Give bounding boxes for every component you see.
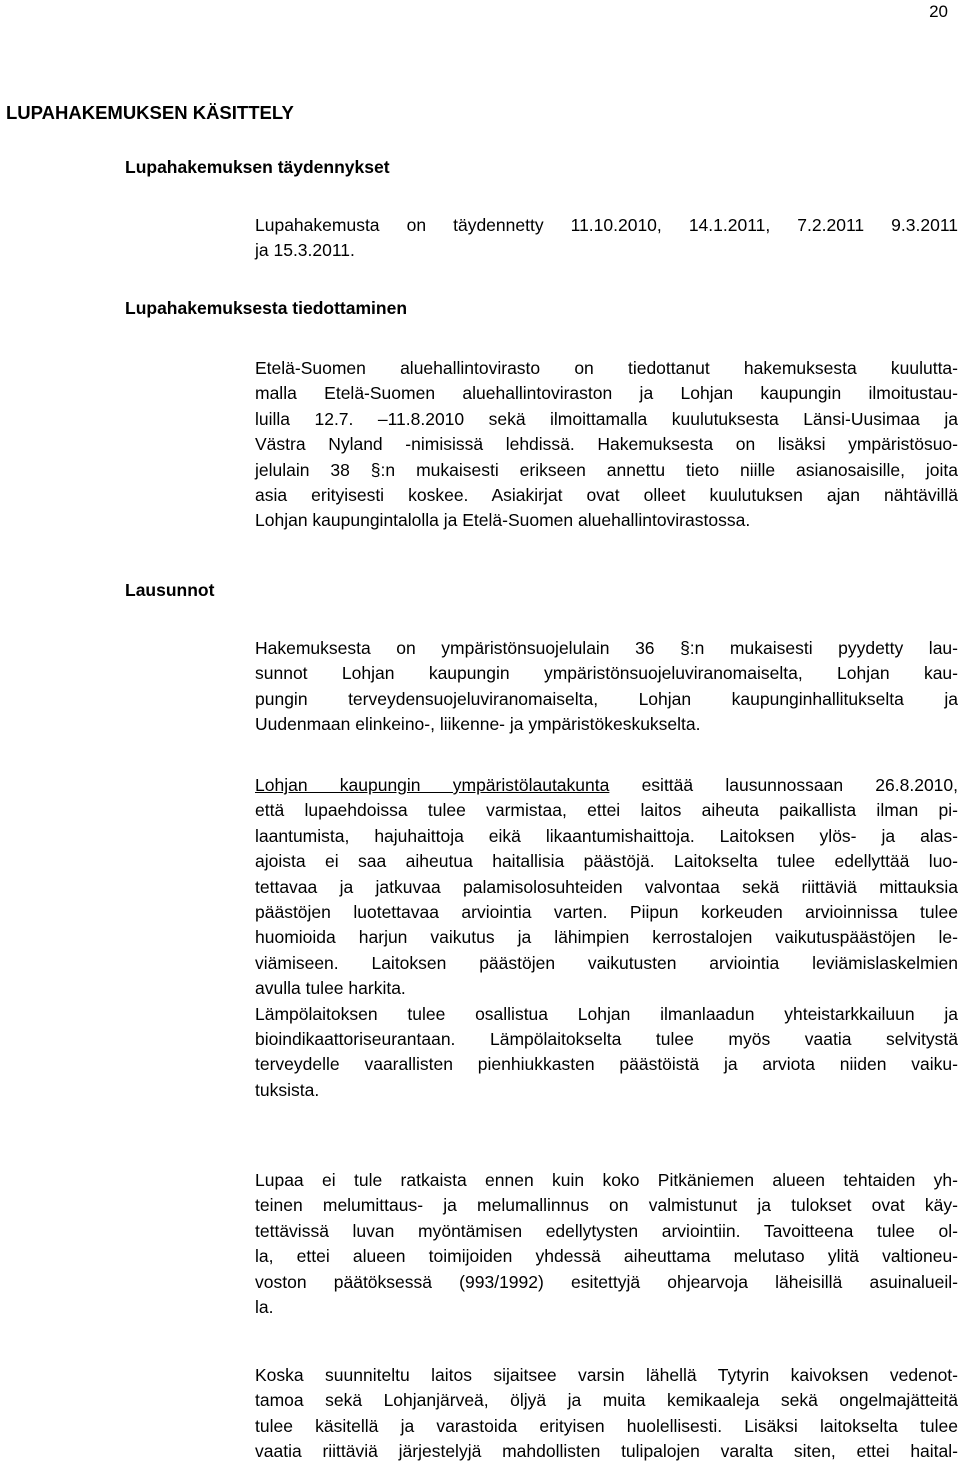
text-line: bioindikaattoriseurantaan. Lämpölaitokselta tulee myös vaatia selvitystä	[255, 1029, 958, 1050]
text-line: ja 15.3.2011.	[255, 240, 355, 261]
text-line: vaatia riittäviä järjestelyjä mahdollisten tulipalojen varalta siten, ettei haital-	[255, 1441, 958, 1462]
text-line: Västra Nyland -nimisissä lehdissä. Hakemuksesta on lisäksi ympäristösuo-	[255, 434, 958, 455]
section-heading-taydennykset: Lupahakemuksen täydennykset	[125, 157, 390, 177]
text-line: sunnot Lohjan kaupungin ympäristönsuojeluviranomaiselta, Lohjan kau-	[255, 663, 958, 684]
text-line: Lupahakemusta on täydennetty 11.10.2010, 14.1.2011, 7.2.2011 9.3.2011	[255, 215, 958, 235]
text-line: tettävissä luvan myöntämisen edellytysten arviointiin. Tavoitteena tulee ol-	[255, 1220, 958, 1241]
text-line	[255, 773, 958, 798]
text-line: Etelä-Suomen aluehallintovirasto on tiedottanut hakemuksesta kuulutta-	[255, 358, 958, 378]
text-line: Uudenmaan elinkeino-, liikenne- ja ympäristökeskukselta.	[255, 714, 701, 735]
text-line: jelulain 38 §:n mukaisesti erikseen annettu tieto niille asianosaisille, joita	[255, 459, 958, 480]
text-line: avulla tulee harkita.	[255, 978, 406, 999]
text-line: pungin terveydensuojeluviranomaiselta, Lohjan kaupunginhallitukselta ja	[255, 688, 958, 709]
text-line: ajoista ei saa aiheutua haitallisia päästöjä. Laitokselta tulee edellyttää luo-	[255, 851, 958, 872]
text-line: teinen melumittaus- ja melumallinnus on valmistunut ja tulokset ovat käy-	[255, 1195, 958, 1216]
section-heading-lausunnot: Lausunnot	[125, 580, 215, 600]
text-line: päästöjen luotettavaa arviointia varten. Piipun korkeuden arvioinnissa tulee	[255, 902, 958, 923]
text-fragment: esittää lausunnossaan 26.8.2010,	[609, 775, 959, 795]
text-line: tettavaa ja jatkuvaa palamisolosuhteiden valvontaa sekä riittäviä mittauksia	[255, 876, 958, 897]
text-line: la.	[255, 1297, 274, 1318]
text-line: asia erityisesti koskee. Asiakirjat ovat olleet kuulutuksen ajan nähtävillä	[255, 485, 958, 506]
text-line: Lämpölaitoksen tulee osallistua Lohjan ilmanlaadun yhteistarkkailuun ja	[255, 1003, 958, 1024]
text-line: Lupaa ei tule ratkaista ennen kuin koko Pitkäniemen alueen tehtaiden yh-	[255, 1170, 958, 1190]
text-line: tamoa sekä Lohjanjärveä, öljyä ja muita kemikaaleja sekä ongelmajätteitä	[255, 1390, 958, 1411]
text-line: tuksista.	[255, 1079, 320, 1100]
paragraph-lausunnot-3	[255, 1168, 958, 1320]
paragraph-taydennykset	[255, 213, 958, 264]
paragraph-lausunnot-1	[255, 636, 958, 738]
text-line: la, ettei alueen toimijoiden yhdessä aiheuttama melutaso ylitä valtioneu-	[255, 1246, 958, 1267]
text-line: laantumista, hajuhaittoja eikä likaantumishaittoja. Laitoksen ylös- ja alas-	[255, 825, 958, 846]
text-line: että lupaehdoissa tulee varmistaa, ettei laitos aiheuta paikallista ilman pi-	[255, 800, 958, 821]
paragraph-tiedottaminen	[255, 356, 958, 534]
underlined-authority-name: Lohjan kaupungin ympäristölautakunta	[255, 775, 610, 795]
text-line: terveydelle vaarallisten pienhiukkasten päästöistä ja arviota niiden vaiku-	[255, 1054, 958, 1075]
paragraph-lausunnot-2	[255, 773, 958, 1103]
text-line: voston päätöksessä (993/1992) esitettyjä ohjearvoja läheisillä asuinalueil-	[255, 1271, 958, 1292]
text-line: luilla 12.7. –11.8.2010 sekä ilmoittamalla kuulutuksesta Länsi-Uusimaa ja	[255, 408, 958, 429]
text-line: Hakemuksesta on ympäristönsuojelulain 36 §:n mukaisesti pyydetty lau-	[255, 638, 958, 658]
text-line: tulee käsitellä ja varastoida erityisen huolellisesti. Lisäksi laitokselta tulee	[255, 1415, 958, 1436]
section-heading-tiedottaminen: Lupahakemuksesta tiedottaminen	[125, 298, 408, 318]
text-line: viämiseen. Laitoksen päästöjen vaikutusten arviointia leviämislaskelmien	[255, 952, 958, 973]
page-number: 20	[929, 2, 948, 21]
text-line: huomioida harjun vaikutus ja lähimpien kerrostalojen vaikutuspäästöjen le-	[255, 927, 958, 948]
text-line: Koska suunniteltu laitos sijaitsee varsin lähellä Tytyrin kaivoksen vedenot-	[255, 1365, 958, 1385]
text-line: Lohjan kaupungintalolla ja Etelä-Suomen aluehallintovirastossa.	[255, 510, 751, 531]
main-heading: LUPAHAKEMUKSEN KÄSITTELY	[6, 102, 294, 123]
text-line: malla Etelä-Suomen aluehallintoviraston ja Lohjan kaupungin ilmoitustau-	[255, 383, 958, 404]
paragraph-lausunnot-4	[255, 1363, 958, 1465]
